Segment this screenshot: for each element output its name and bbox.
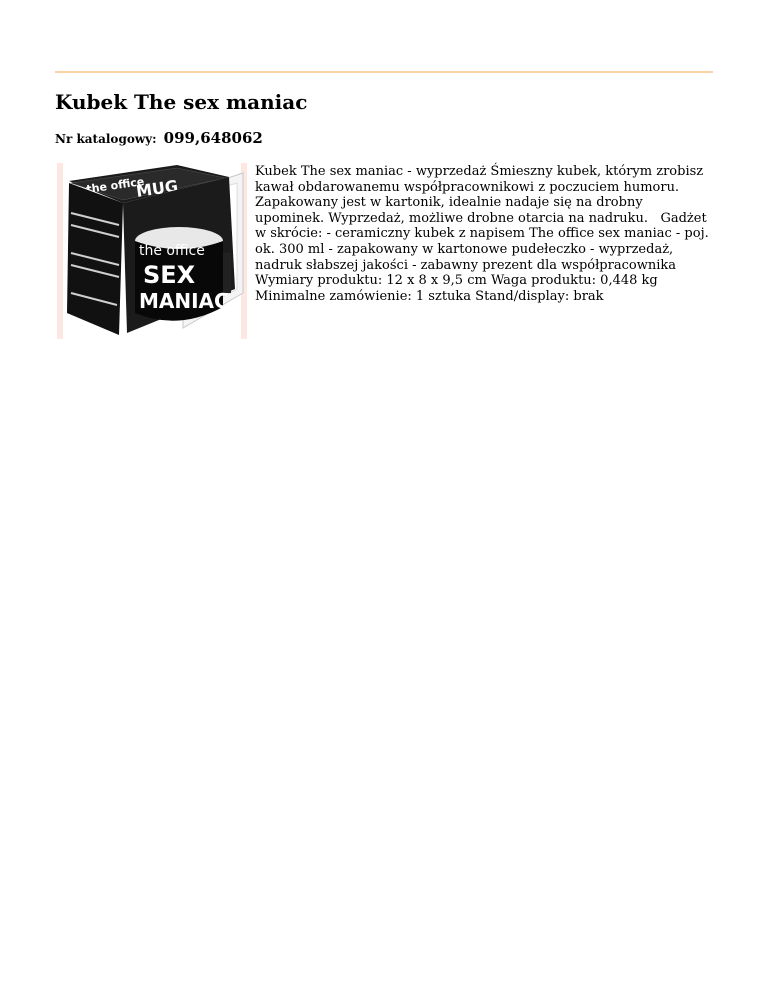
mug-box-illustration	[57, 163, 247, 339]
product-description: Kubek The sex maniac - wyprzedaż Śmieszny kubek, którym zrobisz kawał obdarowanemu współpracownikowi z poczuciem humoru. Zapakowany jest w kartonik, idealnie nadaje się na drobny upominek. Wyprzedaż, możliwe drobne otarcia na nadruku. Gadżet w skrócie: - ceramiczny kubek z napisem The office sex maniac - poj. ok. 300 ml - zapakowany w kartonowe pudełeczko - wyprzedaż, nadruk słabszej jakości - zabawny prezent dla współpracownika Wymiary produktu: 12 x 8 x 9,5 cm Waga produktu: 0,448 kg Minimalne zamówienie: 1 sztuka Stand/display: brak	[255, 164, 713, 304]
mug-text-3: MANIAC	[139, 289, 229, 313]
product-title: Kubek The sex maniac	[55, 90, 308, 114]
catalog-number: 099,648062	[163, 129, 263, 147]
header-divider	[55, 71, 713, 73]
catalog-number-line	[55, 128, 263, 147]
mug-text-2: SEX	[143, 261, 196, 289]
product-image	[57, 163, 247, 339]
mug-text-1: the office	[139, 243, 205, 259]
box-lid-text-big: MUG	[134, 176, 180, 201]
catalog-label: Nr katalogowy:	[55, 132, 157, 146]
box-lid-text-top: the office	[85, 174, 146, 196]
